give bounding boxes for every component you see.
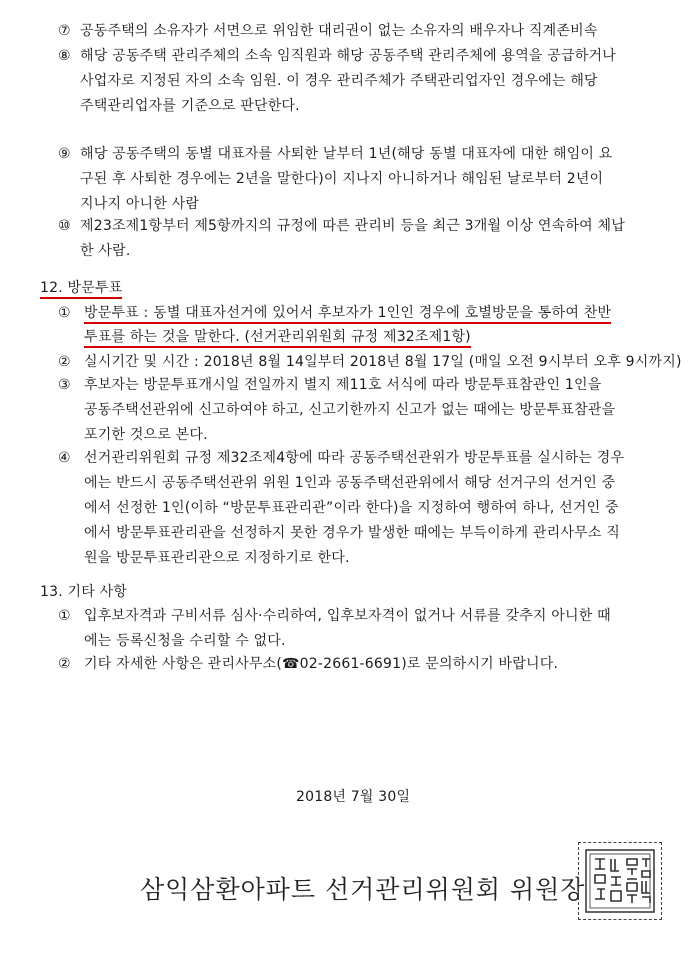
item-text: 구된 후 사퇴한 경우에는 2년을 말한다)이 지나지 아니하거나 해임된 날로부터 2년이	[80, 171, 604, 187]
item-text: 지나지 아니한 사람	[80, 196, 200, 212]
signature-line: 삼익삼환아파트 선거관리위원회 위원장	[140, 875, 586, 904]
item-number: ③	[58, 377, 71, 393]
item-number: ⑨	[58, 146, 71, 162]
item-text: 에는 등록신청을 수리할 수 없다.	[84, 633, 286, 649]
item-number: ⑧	[58, 48, 71, 64]
item-text: 원을 방문투표관리관으로 지정하기로 한다.	[84, 550, 350, 566]
item-text: 선거관리위원회 규정 제32조제4항에 따라 공동주택선관위가 방문투표를 실시하는 경우	[84, 450, 625, 466]
section-13-heading: 13. 기타 사항	[40, 584, 128, 600]
item-text: 에서 방문투표관리관을 선정하지 못한 경우가 발생한 때에는 부득이하게 관리사무소 직	[84, 525, 620, 541]
item-number: ②	[58, 354, 71, 370]
section-12-heading: 12. 방문투표	[40, 281, 122, 299]
item-text: 후보자는 방문투표개시일 전일까지 별지 제11호 서식에 따라 방문투표참관인 1인을	[84, 377, 602, 393]
item-text: 기타 자세한 사항은 관리사무소(☎02-2661-6691)로 문의하시기 바랍니다.	[84, 656, 559, 672]
seal-icon	[585, 849, 655, 913]
item-text: 해당 공동주택 관리주체의 소속 임직원과 해당 공동주택 관리주체에 용역을 공급하거나	[80, 48, 616, 64]
item-text: 해당 공동주택의 동별 대표자를 사퇴한 날부터 1년(해당 동별 대표자에 대한 해임이 요	[80, 146, 613, 162]
item-text: 공동주택선관위에 신고하여야 하고, 신고기한까지 신고가 없는 때에는 방문투표참관을	[84, 402, 616, 418]
item-text: 공동주택의 소유자가 서면으로 위임한 대리권이 없는 소유자의 배우자나 직계존비속	[80, 23, 598, 39]
item-text: 실시기간 및 시간 : 2018년 8월 14일부터 2018년 8월 17일 (매일 오전 9시부터 오후 9시까지)	[84, 354, 682, 370]
item-number: ①	[58, 305, 71, 321]
item-text: 한 사람.	[80, 243, 131, 259]
item-text-highlighted: 방문투표 : 동별 대표자선거에 있어서 후보자가 1인인 경우에 호별방문을 통하여 찬반	[84, 306, 611, 324]
item-number: ⑦	[58, 23, 71, 39]
item-text: 주택관리업자를 기준으로 판단한다.	[80, 98, 300, 114]
item-number: ②	[58, 656, 71, 672]
item-number: ⑩	[58, 218, 71, 234]
item-text: 사업자로 지정된 자의 소속 임원. 이 경우 관리주체가 주택관리업자인 경우에는 해당	[80, 73, 598, 89]
item-number: ①	[58, 608, 71, 624]
item-text: 에는 반드시 공동주택선관위 위원 1인과 공동주택선관위에서 해당 선거구의 선거인 중	[84, 475, 616, 491]
item-text: 포기한 것으로 본다.	[84, 427, 208, 443]
official-seal	[578, 842, 662, 920]
item-text: 입후보자격과 구비서류 심사·수리하여, 입후보자격이 없거나 서류를 갖추지 아니한 때	[84, 608, 611, 624]
document-date: 2018년 7월 30일	[296, 789, 411, 805]
item-text: 제23조제1항부터 제5항까지의 규정에 따른 관리비 등을 최근 3개월 이상 연속하여 체납	[80, 218, 625, 234]
item-text-highlighted: 투표를 하는 것을 말한다. (선거관리위원회 규정 제32조제1항)	[84, 330, 471, 348]
item-text: 에서 선정한 1인(이하 “방문투표관리관”이라 한다)을 지정하여 행하여 하나, 선거인 중	[84, 500, 619, 516]
item-number: ④	[58, 450, 71, 466]
